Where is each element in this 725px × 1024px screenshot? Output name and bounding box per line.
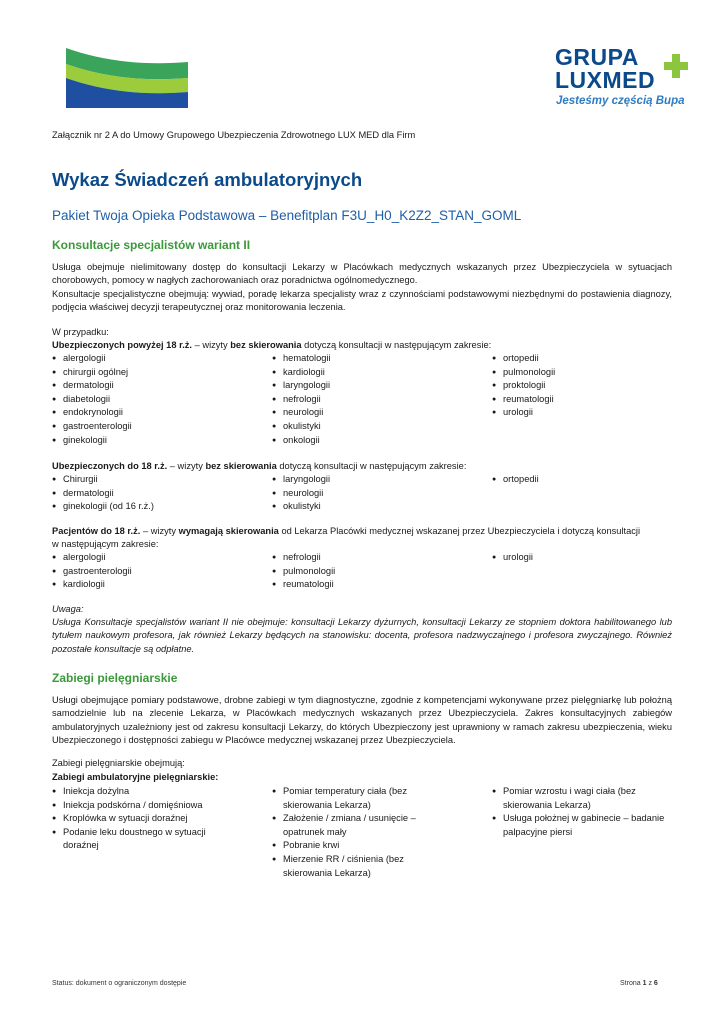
list-item: ● endokrynologii: [52, 406, 132, 420]
nursing-list-col2: [272, 785, 437, 880]
list-item: ● Kroplówka w sytuacji doraźnej: [52, 812, 222, 826]
nursing-list-col1: [52, 785, 222, 853]
list-item: ● reumatologii: [492, 393, 555, 407]
list-item: ● hematologii: [272, 352, 331, 366]
adults-list-col1: [52, 352, 132, 447]
page-title: Wykaz Świadczeń ambulatoryjnych: [52, 169, 363, 190]
footer-status: Status: dokument o ograniczonym dostępie: [52, 980, 187, 987]
list-item: ● proktologii: [492, 379, 555, 393]
note-label: Uwaga:: [52, 604, 84, 614]
list-item: ● dermatologii: [52, 379, 132, 393]
nursing-paragraph: Usługi obejmujące pomiary podstawowe, drobne zabiegi w tym diagnostyczne, zgodnie z kompetencjami wykonywane przez pielęgniarkę lub położną samodzielnie lub na zlecenie Lekarza, w Placówkach medycznych wskazanych przez Ubezpieczyciela. Zakres konsultacyjnych zabiegów ambulatoryjnych uzależniony jest od zakresu konsultacji Lekarzy, do których Ubezpieczony jest uprawniony w ramach zakresu ubezpieczenia, wieku Ubezpieczonego i dostępności zabiegu w Placówce medycznej wskazanej przez Ubezpieczyciela.: [52, 695, 672, 746]
page-number: Strona 1 z 6: [620, 980, 658, 987]
group-referral-header-cont: w następującym zakresie:: [52, 539, 159, 549]
list-item: ● nefrologii: [272, 393, 331, 407]
list-item: ● ortopedii: [492, 352, 555, 366]
annex-line: Załącznik nr 2 A do Umowy Grupowego Ubezpieczenia Zdrowotnego LUX MED dla Firm: [52, 130, 416, 140]
list-item: ● onkologii: [272, 434, 331, 448]
list-item: ● kardiologii: [52, 578, 132, 592]
list-item: ● Pomiar wzrostu i wagi ciała (bez skierowania Lekarza): [492, 785, 677, 812]
list-item: ● Podanie leku doustnego w sytuacji doraźnej: [52, 826, 222, 853]
section-heading-consultations: Konsultacje specjalistów wariant II: [52, 238, 251, 252]
brand-name-line2: LUXMED: [555, 67, 656, 93]
section-heading-nursing: Zabiegi pielęgniarskie: [52, 671, 178, 685]
list-item: ● nefrologii: [272, 551, 335, 565]
list-item: ● laryngologii: [272, 473, 330, 487]
list-item: ● okulistyki: [272, 420, 331, 434]
list-item: ● alergologii: [52, 551, 132, 565]
group-referral-header: Pacjentów do 18 r.ż. – wizyty wymagają skierowania od Lekarza Placówki medycznej wskazanej przez Ubezpieczyciela i dotyczą konsultacji: [52, 526, 641, 536]
referral-list-col3: [492, 551, 533, 565]
list-item: ● laryngologii: [272, 379, 331, 393]
list-item: ● chirurgii ogólnej: [52, 366, 132, 380]
list-item: ● dermatologii: [52, 487, 154, 501]
list-item: ● ginekologii: [52, 434, 132, 448]
consultations-paragraph-2: Konsultacje specjalistyczne obejmują: wywiad, poradę lekarza specjalisty wraz z czynnościami podstawowymi niezbędnymi do postawienia diagnozy, podjęcia właściwej decyzji terapeutycznej oraz monitorowania leczenia.: [52, 289, 672, 313]
list-item: ● Iniekcja dożylna: [52, 785, 222, 799]
list-item: ● reumatologii: [272, 578, 335, 592]
package-subtitle: Pakiet Twoja Opieka Podstawowa – Benefitplan F3U_H0_K2Z2_STAN_GOML: [52, 208, 522, 223]
list-item: ● ginekologii (od 16 r.ż.): [52, 500, 154, 514]
nursing-list-col3: [492, 785, 677, 839]
list-item: ● gastroenterologii: [52, 420, 132, 434]
list-item: ● ortopedii: [492, 473, 539, 487]
list-item: ● gastroenterologii: [52, 565, 132, 579]
list-item: ● neurologii: [272, 487, 330, 501]
children-list-col1: [52, 473, 154, 514]
group-children-header: Ubezpieczonych do 18 r.ż. – wizyty bez skierowania dotyczą konsultacji w następującym zakresie:: [52, 461, 467, 471]
list-item: ● Iniekcja podskórna / domięśniowa: [52, 799, 222, 813]
group-adults-header: Ubezpieczonych powyżej 18 r.ż. – wizyty bez skierowania dotyczą konsultacji w następującym zakresie:: [52, 340, 492, 350]
nursing-intro: Zabiegi pielęgniarskie obejmują:: [52, 758, 185, 768]
list-item: ● urologii: [492, 551, 533, 565]
children-list-col3: [492, 473, 539, 487]
list-item: ● Pomiar temperatury ciała (bez skierowania Lekarza): [272, 785, 437, 812]
brand-name-line1: GRUPA: [555, 44, 639, 70]
list-item: ● neurologii: [272, 406, 331, 420]
list-item: ● alergologii: [52, 352, 132, 366]
referral-list-col1: [52, 551, 132, 592]
brand-cross-icon: [662, 52, 690, 80]
list-item: ● Usługa położnej w gabinecie – badanie palpacyjne piersi: [492, 812, 677, 839]
list-item: ● pulmonologii: [272, 565, 335, 579]
insurer-logo: [60, 42, 192, 112]
list-item: ● Założenie / zmiana / usunięcie – opatrunek mały: [272, 812, 437, 839]
list-item: ● urologii: [492, 406, 555, 420]
children-list-col2: [272, 473, 330, 514]
list-item: ● diabetologii: [52, 393, 132, 407]
list-item: ● okulistyki: [272, 500, 330, 514]
note-text: Usługa Konsultacje specjalistów wariant II nie obejmuje: konsultacji Lekarzy dyżurnych, konsultacji Lekarzy ze stopniem doktora habilitowanego lub tytułem naukowym profesora, jak również Lekarzy będących na stanowisku: docenta, profesora nadzwyczajnego i profesora zwyczajnego. Również pozostałe konsultacje są odpłatne.: [52, 617, 672, 654]
list-item: ● Mierzenie RR / ciśnienia (bez skierowania Lekarza): [272, 853, 437, 880]
list-item: ● kardiologii: [272, 366, 331, 380]
adults-list-col3: [492, 352, 555, 420]
list-item: ● Pobranie krwi: [272, 839, 437, 853]
consultations-intro: W przypadku:: [52, 327, 109, 337]
nursing-subheading: Zabiegi ambulatoryjne pielęgniarskie:: [52, 772, 219, 782]
list-item: ● pulmonologii: [492, 366, 555, 380]
adults-list-col2: [272, 352, 331, 447]
consultations-paragraph-1: Usługa obejmuje nielimitowany dostęp do konsultacji Lekarzy w Placówkach medycznych wskazanych przez Ubezpieczyciela w sytuacjach chorobowych, pomocy w nagłych zachorowaniach oraz poradnictwa ogólnomedycznego.: [52, 262, 672, 286]
list-item: ● Chirurgii: [52, 473, 154, 487]
referral-list-col2: [272, 551, 335, 592]
brand-tagline: Jesteśmy częścią Bupa: [556, 95, 685, 107]
